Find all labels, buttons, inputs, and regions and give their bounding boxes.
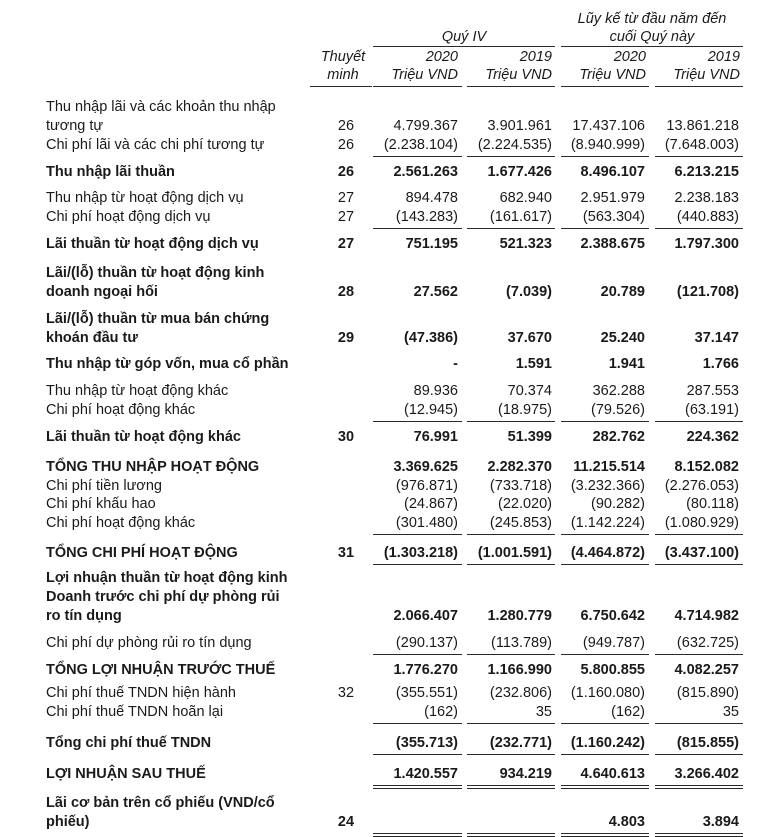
subtotal-rule [655,421,743,422]
row-value-col2: 1.280.779 [487,608,552,624]
total-double-rule [467,785,555,789]
row-value-col3: 6.750.642 [580,608,645,624]
row-label: Chi phí tiền lương [46,478,162,494]
row-value-col1: 2.561.263 [393,164,458,180]
row-value-col2: 37.670 [507,330,552,346]
row-label: TỔNG THU NHẬP HOẠT ĐỘNG [46,459,260,475]
subtotal-rule [561,228,649,229]
subtotal-rule [561,754,649,755]
row-value-col4: (121.708) [676,284,739,300]
total-double-rule [655,833,743,837]
header-col1-rule [373,86,462,87]
header-note-rule [310,86,372,87]
subtotal-rule [655,754,743,755]
row-value-col4: 13.861.218 [666,118,739,134]
row-label: Chi phí lãi và các chi phí tương tự [46,137,265,153]
row-value-col2: 70.374 [507,383,552,399]
subtotal-rule [373,723,462,724]
subtotal-rule [655,654,743,655]
row-value-col3: (563.304) [582,209,645,225]
subtotal-rule [561,564,649,565]
subtotal-rule [467,723,555,724]
row-value-col4: (815.855) [676,735,739,751]
row-value-col1: 1.420.557 [393,766,458,782]
row-value-col2: 1.166.990 [487,662,552,678]
header-group-ytd-line1: Lũy kế từ đầu năm đến [577,11,727,27]
row-value-col1: 27.562 [413,284,458,300]
subtotal-rule [561,156,649,157]
header-col2-rule [467,86,555,87]
row-value-col1: 89.936 [413,383,458,399]
header-col4-rule [655,86,743,87]
row-label: Chi phí thuế TNDN hoãn lại [46,704,224,720]
total-double-rule [467,833,555,837]
subtotal-rule [373,421,462,422]
row-value-col4: 224.362 [686,429,739,445]
subtotal-rule [561,534,649,535]
header-col3-unit: Triệu VND [579,67,646,83]
row-value-col2: 35 [535,704,552,720]
row-value-col3: (1.160.242) [570,735,645,751]
row-value-col2: (22.020) [497,496,552,512]
row-label: Chi phí hoạt động dịch vụ [46,209,211,225]
row-value-col1: (355.551) [395,685,458,701]
row-value-col3: (1.160.080) [570,685,645,701]
row-note: 27 [337,209,355,225]
row-value-col1: (301.480) [395,515,458,531]
row-value-col2: (232.806) [489,685,552,701]
subtotal-rule [373,754,462,755]
row-note: 30 [337,429,355,445]
total-double-rule [561,833,649,837]
row-value-col1: (143.283) [395,209,458,225]
row-value-col1: (355.713) [395,735,458,751]
row-value-col3: (79.526) [590,402,645,418]
row-value-col2: 934.219 [499,766,552,782]
subtotal-rule [561,421,649,422]
row-value-col4: (632.725) [676,635,739,651]
header-col3-rule [561,86,649,87]
row-note: 27 [337,190,355,206]
row-value-col3: 11.215.514 [573,459,645,475]
row-value-col4: 287.553 [686,383,739,399]
subtotal-rule [467,421,555,422]
row-note: 26 [337,118,355,134]
subtotal-rule [373,534,462,535]
total-double-rule [373,833,462,837]
row-value-col4: (63.191) [684,402,739,418]
header-col2-unit: Triệu VND [485,67,552,83]
total-double-rule [655,785,743,789]
row-value-col4: 3.894 [702,814,739,830]
row-value-col3: 25.240 [600,330,645,346]
subtotal-rule [561,723,649,724]
subtotal-rule [655,723,743,724]
row-value-col4: 3.266.402 [674,766,739,782]
row-note: 24 [337,814,355,830]
row-value-col4: 35 [722,704,739,720]
header-note-line1: Thuyết [320,49,366,65]
row-value-col3: 4.640.613 [580,766,645,782]
row-value-col3: (90.282) [590,496,645,512]
header-col4-unit: Triệu VND [673,67,740,83]
row-value-col1: 751.195 [405,236,458,252]
header-group-q4: Quý IV [441,29,487,45]
row-value-col4: 2.238.183 [674,190,739,206]
row-value-col3: (162) [611,704,645,720]
row-value-col4: 4.082.257 [674,662,739,678]
total-double-rule [561,785,649,789]
row-value-col2: 1.591 [515,356,552,372]
row-value-col3: 20.789 [600,284,645,300]
row-value-col3: 8.496.107 [580,164,645,180]
row-value-col3: 17.437.106 [572,118,645,134]
row-value-col3: 5.800.855 [580,662,645,678]
row-note: 31 [337,545,355,561]
header-col1-year: 2020 [425,49,458,65]
header-group-ytd-rule [561,46,743,47]
row-value-col1: 3.369.625 [393,459,458,475]
row-value-col1: - [453,356,458,372]
row-label: LỢI NHUẬN SAU THUẾ [46,766,206,782]
subtotal-rule [467,156,555,157]
row-value-col4: (3.437.100) [664,545,739,561]
row-value-col2: 2.282.370 [487,459,552,475]
row-value-col2: (733.718) [489,478,552,494]
row-value-col3: (1.142.224) [570,515,645,531]
row-value-col3: (949.787) [582,635,645,651]
subtotal-rule [467,534,555,535]
row-value-col2: (113.789) [491,635,552,651]
row-label: Lãi thuần từ hoạt động dịch vụ [46,236,259,252]
row-value-col4: 1.797.300 [674,236,739,252]
row-label: Lãi cơ bản trên cổ phiếu (VND/cổ phiếu) [46,795,275,830]
row-value-col2: (232.771) [489,735,552,751]
subtotal-rule [561,654,649,655]
row-label: Lãi/(lỗ) thuần từ mua bán chứng khoán đầu tư [46,311,270,346]
subtotal-rule [467,564,555,565]
row-value-col3: 4.803 [608,814,645,830]
row-label: Thu nhập lãi thuần [46,164,175,180]
row-label: TỔNG CHI PHÍ HOẠT ĐỘNG [46,545,238,561]
row-value-col1: (2.238.104) [383,137,458,153]
row-value-col2: (2.224.535) [477,137,552,153]
row-value-col4: (2.276.053) [664,478,739,494]
row-value-col4: (80.118) [686,496,739,512]
row-value-col1: 894.478 [405,190,458,206]
row-value-col1: (976.871) [395,478,458,494]
row-value-col4: (7.648.003) [664,137,739,153]
row-note: 26 [337,137,355,153]
row-value-col1: (24.867) [403,496,458,512]
subtotal-rule [373,654,462,655]
row-value-col3: 2.388.675 [580,236,645,252]
subtotal-rule [655,564,743,565]
row-label: Chi phí hoạt động khác [46,402,196,418]
row-value-col1: (1.303.218) [383,545,458,561]
row-value-col2: 682.940 [499,190,552,206]
row-value-col4: (815.890) [676,685,739,701]
row-value-col2: 3.901.961 [487,118,552,134]
row-value-col3: (4.464.872) [570,545,645,561]
row-label: Thu nhập từ hoạt động khác [46,383,229,399]
row-value-col4: 4.714.982 [674,608,739,624]
row-value-col4: 37.147 [694,330,739,346]
subtotal-rule [467,754,555,755]
header-col4-year: 2019 [707,49,740,65]
row-note: 27 [337,236,355,252]
row-value-col3: 282.762 [592,429,645,445]
row-value-col4: (1.080.929) [664,515,739,531]
subtotal-rule [467,228,555,229]
row-value-col2: (7.039) [506,284,552,300]
row-value-col3: 1.941 [608,356,645,372]
row-value-col4: 6.213.215 [674,164,739,180]
row-value-col3: (8.940.999) [570,137,645,153]
row-note: 29 [337,330,355,346]
row-note: 32 [337,685,355,701]
subtotal-rule [655,534,743,535]
row-value-col1: (290.137) [395,635,458,651]
subtotal-rule [655,156,743,157]
header-note-line2: minh [327,67,359,83]
row-value-col3: 362.288 [592,383,645,399]
row-value-col4: 8.152.082 [674,459,739,475]
row-label: Thu nhập lãi và các khoản thu nhập tương tự [46,99,276,134]
row-label: Chi phí dự phòng rủi ro tín dụng [46,635,252,651]
row-label: Chi phí khấu hao [46,496,156,512]
row-value-col1: (162) [424,704,458,720]
subtotal-rule [467,654,555,655]
total-double-rule [373,785,462,789]
row-label: Lãi thuần từ hoạt động khác [46,429,241,445]
header-col3-year: 2020 [613,49,646,65]
row-value-col2: (18.975) [497,402,552,418]
row-label: Thu nhập từ hoạt động dịch vụ [46,190,244,206]
row-label: Lợi nhuận thuần từ hoạt động kinh Doanh trước chi phí dự phòng rủi ro tín dụng [46,570,288,624]
row-label: Chi phí thuế TNDN hiện hành [46,685,236,701]
row-value-col1: 1.776.270 [393,662,458,678]
row-value-col2: (1.001.591) [477,545,552,561]
row-value-col2: 521.323 [499,236,552,252]
row-label: Lãi/(lỗ) thuần từ hoạt động kinh doanh ngoại hối [46,265,265,300]
row-note: 28 [337,284,355,300]
row-value-col1: (47.386) [403,330,458,346]
header-group-ytd-line2: cuối Quý này [609,29,695,45]
subtotal-rule [655,228,743,229]
row-note: 26 [337,164,355,180]
header-group-q4-rule [373,46,555,47]
row-value-col4: (440.883) [676,209,739,225]
row-value-col2: 1.677.426 [487,164,552,180]
row-value-col2: 51.399 [507,429,552,445]
header-col2-year: 2019 [519,49,552,65]
row-label: TỔNG LỢI NHUẬN TRƯỚC THUẾ [46,662,276,678]
subtotal-rule [373,564,462,565]
row-value-col4: 1.766 [702,356,739,372]
row-value-col2: (161.617) [489,209,552,225]
row-value-col1: 76.991 [413,429,458,445]
row-label: Thu nhập từ góp vốn, mua cổ phần [46,356,289,372]
subtotal-rule [373,228,462,229]
row-value-col1: 2.066.407 [393,608,458,624]
header-col1-unit: Triệu VND [391,67,458,83]
row-value-col1: (12.945) [403,402,458,418]
row-value-col3: (3.232.366) [570,478,645,494]
row-label: Tổng chi phí thuế TNDN [46,735,212,751]
row-value-col3: 2.951.979 [580,190,645,206]
row-value-col1: 4.799.367 [393,118,458,134]
row-value-col2: (245.853) [489,515,552,531]
subtotal-rule [373,156,462,157]
row-label: Chi phí hoạt động khác [46,515,196,531]
